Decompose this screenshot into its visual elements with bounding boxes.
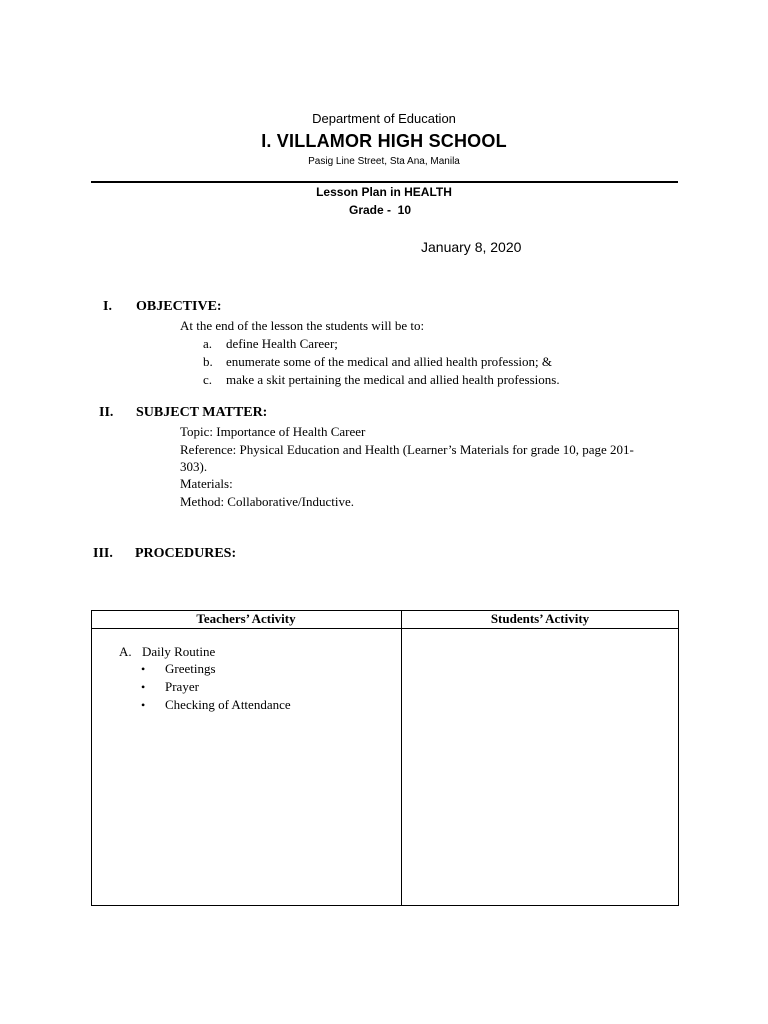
routine-letter: A. [119, 644, 132, 659]
department-name: Department of Education [312, 111, 456, 126]
objective-item-text: make a skit pertaining the medical and allied health professions. [226, 372, 560, 387]
reference-line: Reference: Physical Education and Health (Learner’s Materials for grade 10, page 201- [180, 442, 634, 457]
subject-matter-number: II. [99, 405, 114, 420]
objective-item-letter: b. [203, 354, 213, 369]
teachers-activity-header: Teachers’ Activity [196, 611, 296, 626]
table-header-divider [91, 628, 679, 629]
header-divider [91, 181, 678, 183]
reference-line-continued: 303). [180, 459, 208, 474]
school-address: Pasig Line Street, Sta Ana, Manila [308, 156, 460, 167]
routine-item: Checking of Attendance [165, 697, 291, 712]
table-column-divider [401, 610, 402, 906]
procedures-heading: PROCEDURES: [135, 546, 237, 561]
objective-number: I. [103, 299, 112, 314]
bullet-icon: • [141, 662, 146, 676]
method-line: Method: Collaborative/Inductive. [180, 494, 355, 509]
routine-item: Prayer [165, 679, 199, 694]
materials-line: Materials: [180, 476, 233, 491]
bullet-icon: • [141, 698, 146, 712]
objective-intro: At the end of the lesson the students will be to: [180, 318, 425, 333]
lesson-plan-title: Lesson Plan in HEALTH [316, 185, 452, 199]
bullet-icon: • [141, 680, 146, 694]
routine-item: Greetings [165, 661, 216, 676]
students-activity-header: Students’ Activity [490, 611, 590, 626]
grade-level: Grade - 10 [349, 203, 412, 217]
objective-item-text: enumerate some of the medical and allied health profession; & [226, 354, 552, 369]
objective-heading: OBJECTIVE: [136, 299, 222, 314]
objective-item-text: define Health Career; [226, 336, 338, 351]
topic-line: Topic: Importance of Health Career [180, 424, 366, 439]
school-name: I. VILLAMOR HIGH SCHOOL [261, 131, 507, 151]
procedures-number: III. [93, 546, 113, 561]
daily-routine-label: Daily Routine [142, 644, 216, 659]
objective-item-letter: c. [203, 372, 213, 387]
subject-matter-heading: SUBJECT MATTER: [136, 405, 268, 420]
lesson-date: January 8, 2020 [421, 239, 522, 255]
objective-item-letter: a. [203, 336, 213, 351]
